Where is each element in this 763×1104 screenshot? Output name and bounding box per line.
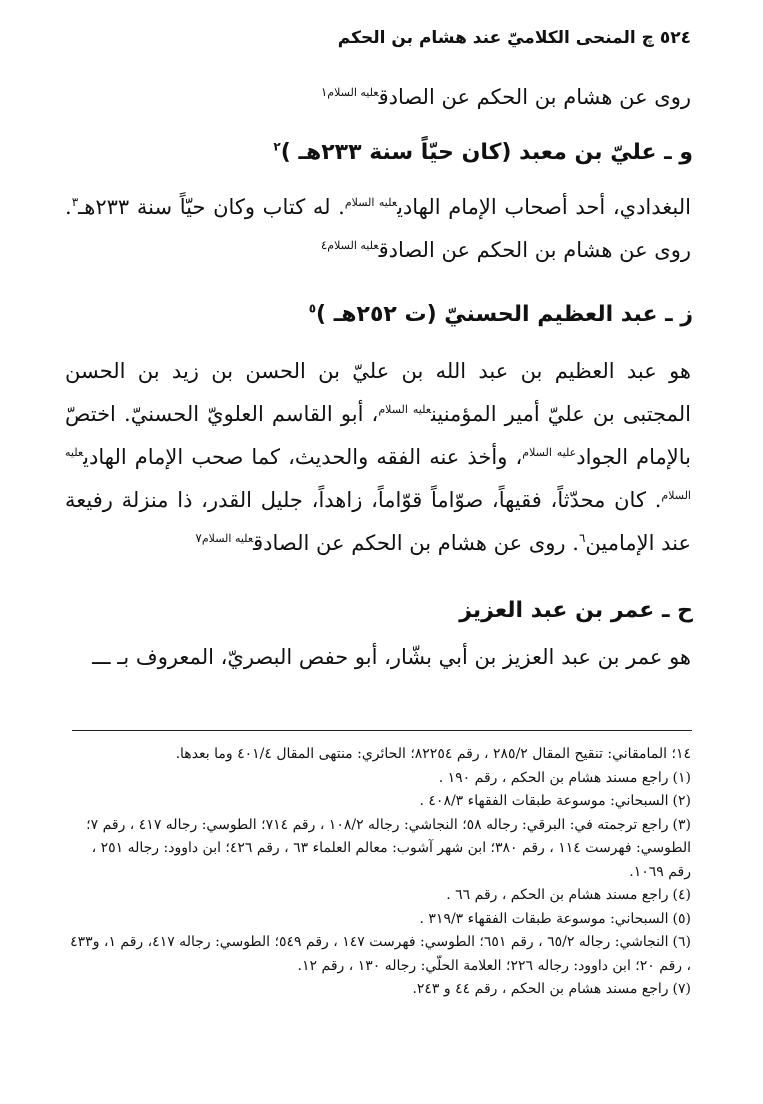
section-heading-zay: ز ـ عبد العظيم الحسنيّ (ت ٢٥٢هـ )$^٥$ (308, 301, 693, 327)
footnotes (65, 743, 691, 1002)
header-separator: ﭺ (641, 28, 654, 48)
footnote-2: (٢)السبحاني: موسوعة طبقات الفقهاء ٤٠٨/٣ . (419, 793, 691, 809)
footnote-4: (٤)راجع مسند هشام بن الحكم ، رقم ٦٦ . (446, 887, 691, 903)
footnote-3: (٣)راجع ترجمته في: البرقي: رجاله ٥٨؛ النجاشي: رجاله ١٠٨/٢ ، رقم ٧١٤؛ الطوسي: رجاله ٤١٧ ، رقم ٧؛ الطوسي: فهرست ١١٤ ، رقم ٣٨٠؛ ابن شهر آشوب: معالم العلماء ٦٣ ، رقم ٤٢٦؛ ابن داوود: رجاله ٢٥١ ، رقم ١٠٦٩. (86, 816, 691, 880)
footnote-separator (72, 730, 692, 731)
honorific: عليه السلام (201, 532, 254, 545)
honorific: عليه السلام (327, 86, 379, 99)
running-title: المنحى الكلاميّ عند هشام بن الحكم (337, 28, 636, 48)
page-number: ٥٢٤ (659, 28, 691, 48)
footnote-ref: ٤ (320, 238, 328, 252)
honorific: عليه السلام (522, 446, 577, 459)
footnote-ref: ٣ (71, 195, 79, 209)
footnote-ref: ٦ (578, 531, 586, 545)
honorific: عليه السلام (344, 196, 398, 209)
honorific: عليه السلام (327, 239, 379, 252)
footnote-ref: ١ (320, 85, 328, 99)
paragraph-intro-narration: روى عن هشام بن الحكم عن الصادق$^{عليه السلام١}$ (320, 85, 691, 109)
section-heading-ha: ح ـ عمر بن عبد العزيز (459, 598, 693, 623)
footnote-continuation: ١٤؛ المامقاني: تنقيح المقال ٢٨٥/٢ ، رقم ٨٢٢٥٤؛ الحائري: منتهى المقال ٤٠١/٤ وما بعدها. (175, 746, 691, 762)
honorific: عليه السلام (65, 446, 691, 502)
footnote-ref: ٢ (273, 139, 281, 154)
footnote-6: (٦)النجاشي: رجاله ٦٥/٢ ، رقم ٦٥١؛ الطوسي: فهرست ١٤٧ ، رقم ٥٤٩؛ الطوسي: رجاله ٤١٧، رقم ١، و٤٣٣ ، رقم ٢٠؛ ابن داوود: رجاله ٢٢٦؛ العلامة الحلّي: رجاله ١٣٠ ، رقم ١٢. (70, 934, 691, 974)
paragraph-ali-ibn-mabad: البغدادي، أحد أصحاب الإمام الهادي$^{عليه السلام}$. له كتاب وكان حيّاً سنة ٢٣٣هـ$^٣$. روى عن هشام بن الحكم عن الصادق$^{عليه السلام٤}$ (65, 195, 691, 262)
section-heading-waw: و ـ عليّ بن معبد (كان حيّاً سنة ٢٣٣هـ )$^٢$ (273, 139, 693, 165)
honorific: عليه السلام (378, 403, 432, 416)
paragraph-abd-al-azim: هو عبد العظيم بن عبد الله بن عليّ بن الحسن بن زيد بن الحسن المجتبى بن عليّ أمير المؤمنين$^{عليه السلام}$، أبو القاسم العلويّ الحسنيّ. اختصّ بالإمام الجواد$^{عليه السلام}$، وأخذ عنه الفقه والحديث، كما صحب الإمام الهادي$^{عليه السلام}$. كان محدّثاً، فقيهاً، صوّاماً قوّاماً، زاهداً، جليل القدر، ذا منزلة رفيعة عند الإمامين$^٦$. روى عن هشام بن الحكم عن الصادق$^{عليه السلام٧}$ (65, 359, 692, 555)
footnote-ref: ٥ (308, 301, 317, 316)
footnote-7: (٧)راجع مسند هشام بن الحكم ، رقم ٤٤ و ٢٤٣. (412, 981, 691, 997)
footnote-5: (٥)السبحاني: موسوعة طبقات الفقهاء ٣١٩/٣ . (419, 910, 691, 927)
running-header (338, 28, 691, 48)
footnote-ref: ٧ (195, 531, 202, 545)
footnote-1: (١)راجع مسند هشام بن الحكم ، رقم ١٩٠ . (438, 769, 691, 786)
paragraph-umar-ibn-abd-al-aziz: هو عمر بن عبد العزيز بن أبي بشّار، أبو حفص البصريّ، المعروف بـ ـــ (92, 645, 691, 669)
